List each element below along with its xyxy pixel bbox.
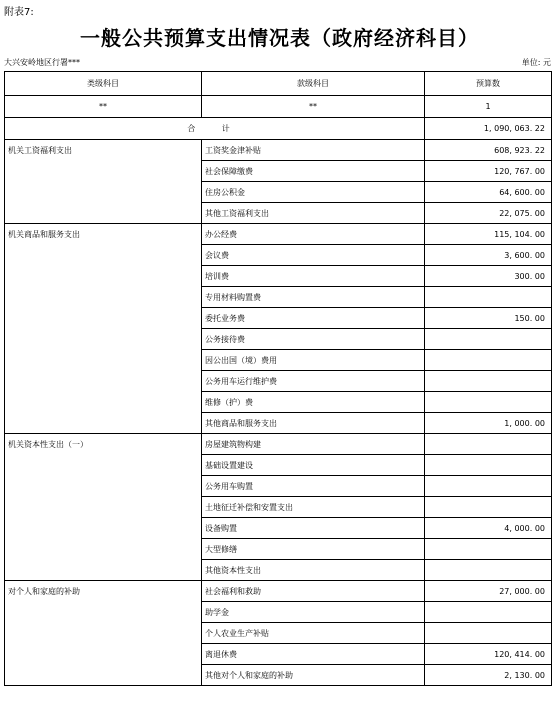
amount-cell (425, 560, 552, 581)
table-row (5, 140, 552, 161)
amount-cell (425, 392, 552, 413)
header-amount: 预算数 (425, 72, 552, 96)
category-cell: 对个人和家庭的补助 (5, 581, 202, 686)
item-cell: 维修（护）费 (202, 392, 425, 413)
index-amount: 1 (425, 96, 552, 118)
item-cell: 因公出国（境）费用 (202, 350, 425, 371)
item-cell: 社会保障缴费 (202, 161, 425, 182)
amount-cell (425, 455, 552, 476)
item-cell: 土地征迁补偿和安置支出 (202, 497, 425, 518)
page-title: 一般公共预算支出情况表（政府经济科目） (80, 26, 479, 50)
item-cell: 住房公积金 (202, 182, 425, 203)
budget-table-body (5, 72, 552, 686)
total-label: 合 计 (5, 118, 425, 140)
index-item: ** (202, 96, 425, 118)
total-amount: 1, 090, 063. 22 (425, 118, 552, 140)
item-cell: 其他对个人和家庭的补助 (202, 665, 425, 686)
amount-cell (425, 539, 552, 560)
item-cell: 其他资本性支出 (202, 560, 425, 581)
item-cell: 社会福利和救助 (202, 581, 425, 602)
budget-table (4, 71, 552, 686)
table-row (5, 224, 552, 245)
item-cell: 其他商品和服务支出 (202, 413, 425, 434)
amount-cell (425, 434, 552, 455)
amount-cell (425, 602, 552, 623)
amount-cell (425, 287, 552, 308)
item-cell: 个人农业生产补贴 (202, 623, 425, 644)
item-cell: 离退休费 (202, 644, 425, 665)
header-row (5, 72, 552, 96)
item-cell: 专用材料购置费 (202, 287, 425, 308)
amount-cell: 150. 00 (425, 308, 552, 329)
index-category: ** (5, 96, 202, 118)
amount-cell (425, 350, 552, 371)
item-cell: 会议费 (202, 245, 425, 266)
amount-cell (425, 476, 552, 497)
table-row (5, 581, 552, 602)
currency-unit: 单位: 元 (521, 58, 551, 67)
item-cell: 委托业务费 (202, 308, 425, 329)
item-cell: 公务用车购置 (202, 476, 425, 497)
amount-cell (425, 371, 552, 392)
amount-cell: 115, 104. 00 (425, 224, 552, 245)
category-cell: 机关资本性支出（一） (5, 434, 202, 581)
item-cell: 工资奖金津补贴 (202, 140, 425, 161)
amount-cell (425, 497, 552, 518)
amount-cell: 27, 000. 00 (425, 581, 552, 602)
header-category: 类级科目 (5, 72, 202, 96)
amount-cell: 3, 600. 00 (425, 245, 552, 266)
category-cell: 机关工资福利支出 (5, 140, 202, 224)
amount-cell: 608, 923. 22 (425, 140, 552, 161)
amount-cell (425, 329, 552, 350)
amount-cell: 1, 000. 00 (425, 413, 552, 434)
item-cell: 基础设置建设 (202, 455, 425, 476)
amount-cell (425, 623, 552, 644)
category-cell: 机关商品和服务支出 (5, 224, 202, 434)
amount-cell: 22, 075. 00 (425, 203, 552, 224)
amount-cell: 64, 600. 00 (425, 182, 552, 203)
item-cell: 大型修缮 (202, 539, 425, 560)
item-cell: 助学金 (202, 602, 425, 623)
item-cell: 公务用车运行维护费 (202, 371, 425, 392)
item-cell: 公务接待费 (202, 329, 425, 350)
index-row (5, 96, 552, 118)
amount-cell: 2, 130. 00 (425, 665, 552, 686)
amount-cell: 120, 414. 00 (425, 644, 552, 665)
amount-cell: 300. 00 (425, 266, 552, 287)
amount-cell: 4, 000. 00 (425, 518, 552, 539)
amount-cell: 120, 767. 00 (425, 161, 552, 182)
item-cell: 其他工资福利支出 (202, 203, 425, 224)
total-row (5, 118, 552, 140)
item-cell: 房屋建筑物构建 (202, 434, 425, 455)
header-item: 款级科目 (202, 72, 425, 96)
item-cell: 设备购置 (202, 518, 425, 539)
attachment-label: 附表7: (4, 7, 34, 18)
item-cell: 办公经费 (202, 224, 425, 245)
item-cell: 培训费 (202, 266, 425, 287)
reporting-unit: 大兴安岭地区行署*** (4, 58, 80, 67)
table-row (5, 434, 552, 455)
